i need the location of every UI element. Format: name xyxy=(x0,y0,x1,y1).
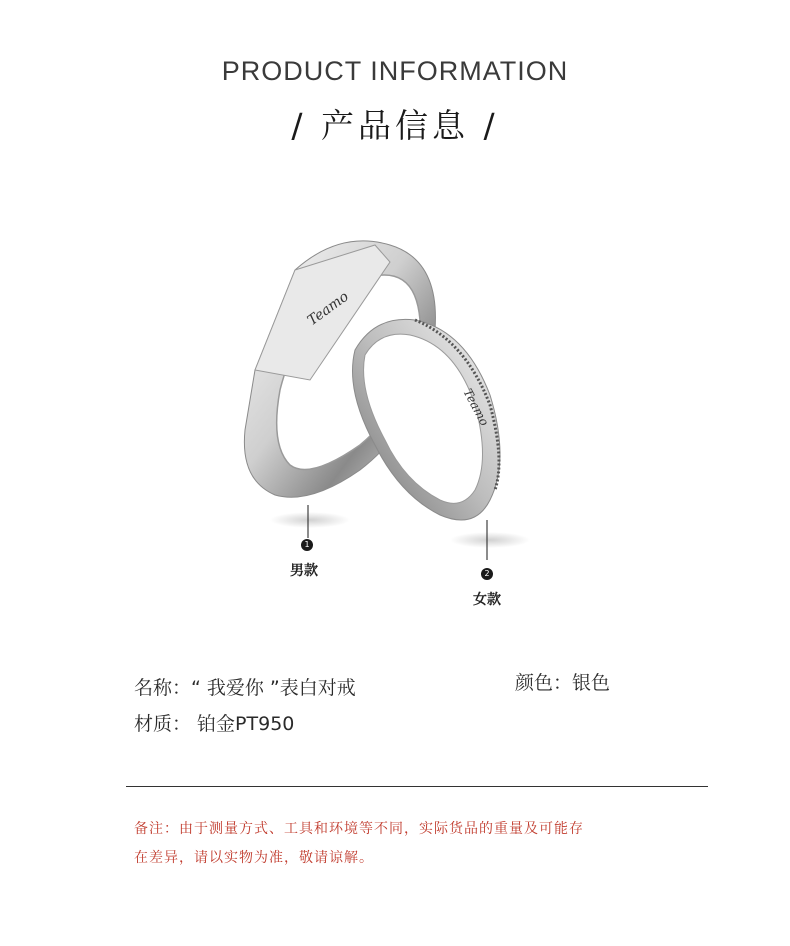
marker-women-label: 女款 xyxy=(473,592,501,608)
page-title-en: PRODUCT INFORMATION xyxy=(221,56,569,86)
product-material: 材质： 铂金PT950 xyxy=(134,713,295,735)
rings-illustration xyxy=(200,220,560,560)
women-ring xyxy=(353,319,501,520)
women-engraving: Teamo xyxy=(460,386,492,429)
marker-women-number: 2 xyxy=(481,568,493,580)
men-engraving: Teamo xyxy=(304,288,352,330)
product-color: 颜色：银色 xyxy=(515,672,611,694)
rings-product-image xyxy=(200,220,560,560)
marker-men-label: 男款 xyxy=(290,563,318,579)
divider xyxy=(126,786,708,787)
marker-men-number: 1 xyxy=(301,539,313,551)
page-title-cn: / 产品信息 / xyxy=(291,106,499,145)
note-line-2: 在差异，请以实物为准，敬请谅解。 xyxy=(134,850,374,866)
product-name: 名称：“ 我爱你 ”表白对戒 xyxy=(134,677,356,699)
note-line-1: 备注：由于测量方式、工具和环境等不同，实际货品的重量及可能存 xyxy=(134,821,584,837)
